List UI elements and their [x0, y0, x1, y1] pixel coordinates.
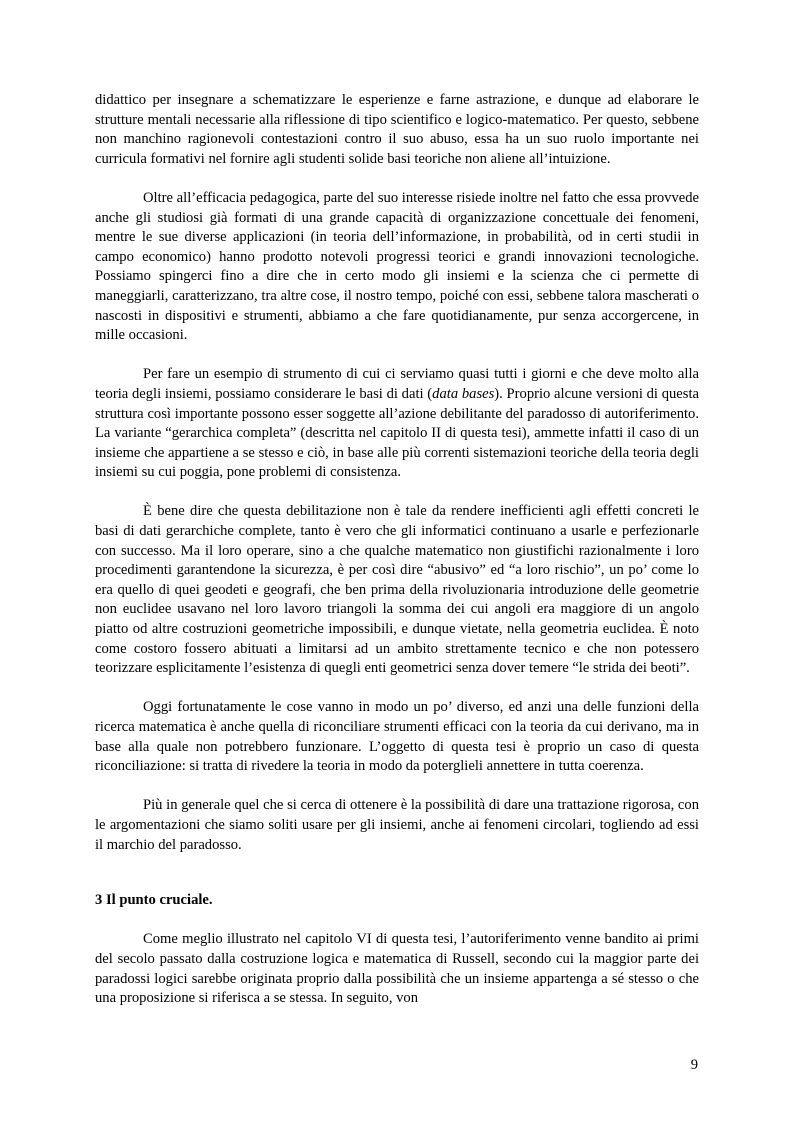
paragraph-spacer: [95, 169, 699, 189]
page-number: 9: [690, 1057, 698, 1073]
paragraph-3-emphasis: data bases: [432, 385, 495, 402]
paragraph-spacer: [95, 911, 699, 931]
paragraph-7: Come meglio illustrato nel capitolo VI di questa tesi, l’autoriferimento venne bandito ai primi del secolo passato dalla costruzione logica e matematica di Russell, secondo cui la maggior parte dei paradossi logici sarebbe originata proprio dalla possibilità che un insieme appartenga a sé stesso o che una proposizione si riferisca a se stessa. In seguito, von: [95, 931, 699, 1007]
paragraph-spacer: [95, 679, 699, 699]
paragraph-6: Più in generale quel che si cerca di ottenere è la possibilità di dare una trattazione rigorosa, con le argomentazioni che siamo soliti usare per gli insiemi, anche ai fenomeni circolari, togliendo ad essi il marchio del paradosso.: [95, 797, 699, 853]
section-heading: 3 Il punto cruciale.: [95, 892, 213, 909]
page-content: [95, 91, 699, 1009]
paragraph-1: didattico per insegnare a schematizzare le esperienze e farne astrazione, e dunque ad elaborare le strutture mentali necessarie alla riflessione di tipo scientifico e logico-matematico. Per questo, sebbene non manchino ragionevoli contestazioni contro il suo abuso, essa ha un suo ruolo importante nei curricula formativi nel fornire agli studenti solide basi teoriche non aliene all’intuizione.: [95, 92, 699, 167]
paragraph-3: [95, 365, 699, 483]
paragraph-2: Oltre all’efficacia pedagogica, parte del suo interesse risiede inoltre nel fatto che essa provvede anche gli studiosi già formati di una grande capacità di organizzazione concettuale dei fenomeni, mentre le sue diverse applicazioni (in teoria dell’informazione, in probabilità, od in certi studii in campo economico) hanno prodotto notevoli progressi teorici e grandi innovazioni tecnologiche. Possiamo spingerci fino a dire che in certo modo gli insiemi e la scienza che ci permette di maneggiarli, caratterizzano, tra altre cose, il nostro tempo, poiché con essi, sebbene talora mascherati o nascosti in dispositivi e strumenti, abbiamo a che fare quotidianamente, pur senza accorgercene, in mille occasioni.: [95, 189, 699, 344]
paragraph-3-part-a: Per fare un esempio di strumento di cui ci serviamo quasi tutti i giorni e che deve molto alla teoria degli insiemi, possiamo considerare le basi di dati (: [95, 366, 699, 402]
paragraph-3-part-b: ). Proprio alcune versioni di questa struttura così importante possono esser soggette all’azione debilitante del paradosso di autoriferimento. La variante “gerarchica completa” (descritta nel capitolo II di questa tesi), ammette infatti il caso di un insieme che appartiene a se stesso e ciò, in base alle più correnti sistemazioni teoriche della teoria degli insiemi su cui poggia, pone problemi di consistenza.: [95, 385, 699, 481]
paragraph-spacer: [95, 483, 699, 503]
paragraph-4: È bene dire che questa debilitazione non è tale da rendere inefficienti agli effetti concreti le basi di dati gerarchiche complete, tanto è vero che gli informatici continuano a usarle e perfezionarle con successo. Ma il loro operare, sino a che qualche matematico non giustifichi razionalmente i loro procedimenti garantendone la sicurezza, è per così dire “abusivo” ed “a loro rischio”, un po’ come lo era quello di quei geodeti e geografi, che ben prima della rivoluzionaria introduzione delle geometrie non euclidee usavano nel loro lavoro triangoli la somma dei cui angoli era maggiore di un angolo piatto od altre costruzioni geometriche impossibili, e dunque vietate, nella geometria euclidea. È noto come costoro fossero abituati a limitarsi ad un ambito strettamente tecnico e che non potessero teorizzare esplicitamente l’esistenza di quegli enti geometrici senza dover temere “le strida dei beoti”.: [95, 503, 699, 677]
section-spacer: [95, 855, 699, 891]
paragraph-spacer: [95, 777, 699, 797]
paragraph-spacer: [95, 346, 699, 366]
paragraph-5: Oggi fortunatamente le cose vanno in modo un po’ diverso, ed anzi una delle funzioni della ricerca matematica è anche quella di riconciliare strumenti efficaci con la teoria da cui derivano, ma in base alla quale non potrebbero funzionare. L’oggetto di questa tesi è proprio un caso di questa riconciliazione: si tratta di rivedere la teoria in modo da poterglieli annettere in tutta coerenza.: [95, 699, 699, 775]
